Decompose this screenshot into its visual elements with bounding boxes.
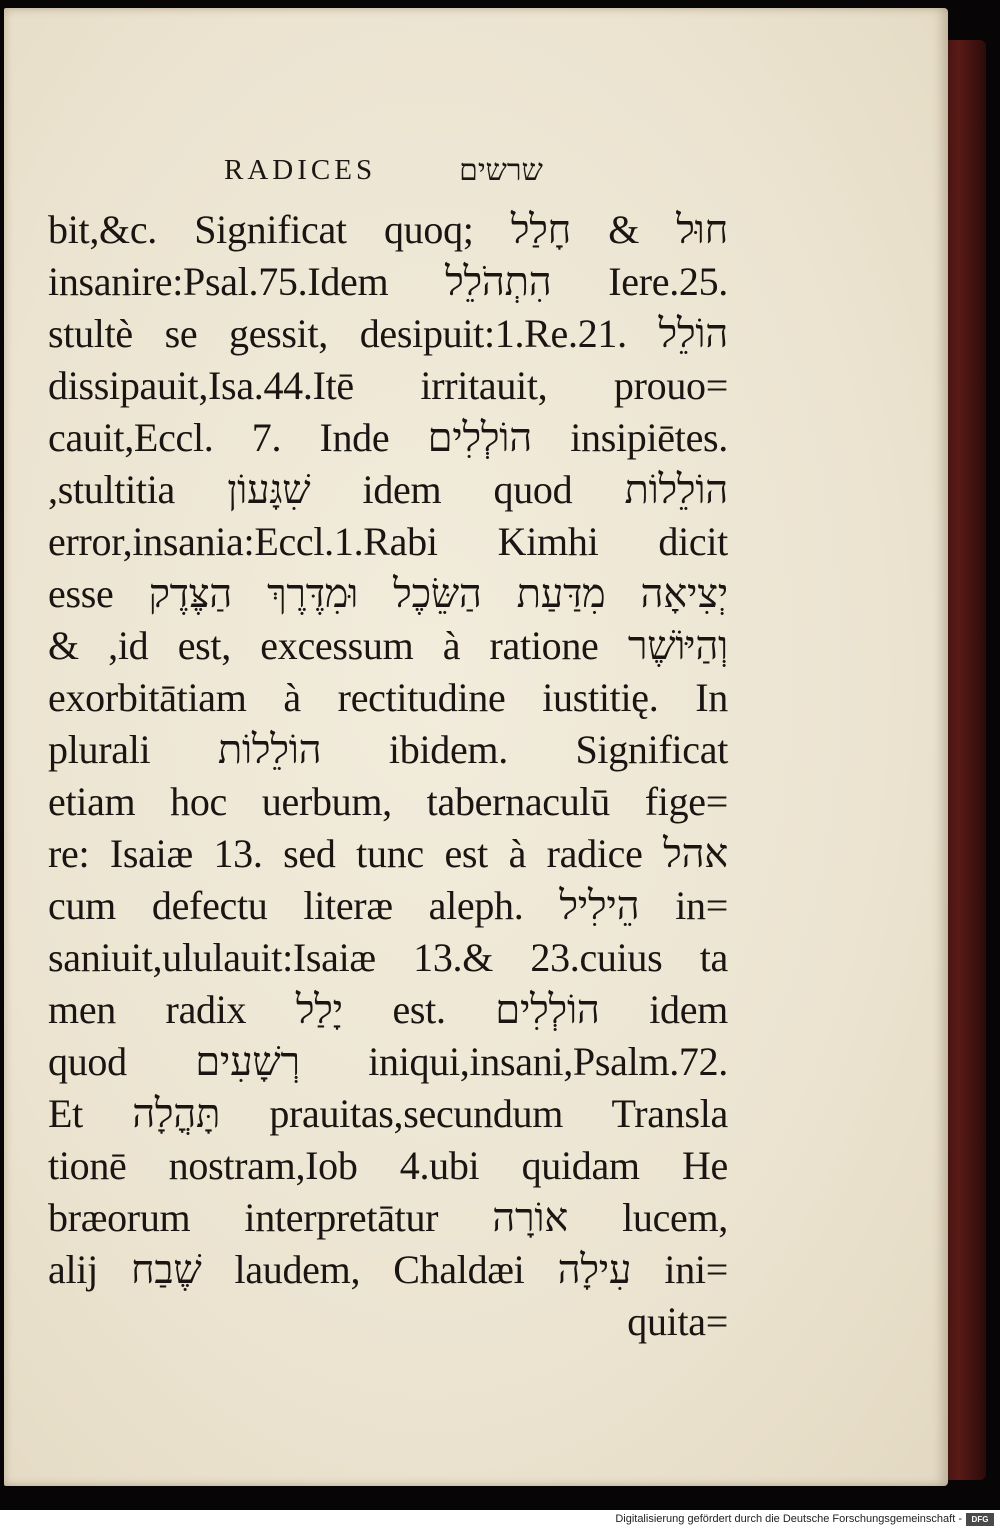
book-page bbox=[4, 8, 948, 1486]
running-head bbox=[4, 150, 948, 200]
text-line: esse יְצִיאָה מִדַּעַת הַשֵּׂכֶל וּמִדֶּרֶךְ הַצֶּדֶק bbox=[48, 571, 728, 616]
digitization-footer bbox=[0, 1510, 1000, 1529]
text-line: bræorum interpretātur אוֹרָה lucem, bbox=[48, 1195, 728, 1240]
text-line: plurali הוֹלֵלוֹת ibidem. Significat bbox=[48, 727, 729, 772]
text-line: bit,&c. Significat quoq; חוּל & חָלַל bbox=[48, 207, 728, 252]
text-line: cauit,Eccl. 7. Inde הוֹלְלִים insipiētes. bbox=[48, 415, 728, 460]
text-line: saniuit,ululauit:Isaiæ 13.& 23.cuius ta bbox=[48, 935, 728, 980]
catchword-line: quita= bbox=[627, 1299, 728, 1344]
text-line: men radix יָלַל est. הוֹלְלִים idem bbox=[48, 987, 728, 1032]
text-line: re: Isaiæ 13. sed tunc est à radice אהל bbox=[48, 831, 728, 876]
text-line: stultè se gessit, desipuit:1.Re.21. הוֹלֵל bbox=[48, 311, 728, 356]
text-line: וְהַיּוֹשֶׁר id est, excessum à ratione, & bbox=[48, 623, 728, 668]
text-line: cum defectu literæ aleph. הֵילִיל in= bbox=[48, 883, 728, 928]
text-line: etiam hoc uerbum, tabernaculū fige= bbox=[48, 779, 728, 824]
text-line: exorbitātiam à rectitudine iustitię. In bbox=[48, 675, 728, 720]
running-head-hebrew: שרשים bbox=[459, 154, 543, 187]
text-line: error,insania:Eccl.1.Rabi Kimhi dicit bbox=[48, 519, 728, 564]
running-head-latin: RADICES bbox=[224, 154, 377, 186]
dfg-logo: DFG bbox=[966, 1513, 994, 1526]
text-line: dissipauit,Isa.44.Itē irritauit, prouo= bbox=[48, 363, 728, 408]
text-line: Et תָּהֳלָה prauitas,secundum Transla bbox=[48, 1091, 728, 1136]
body-text bbox=[48, 204, 728, 1348]
text-line: הוֹלֵלוֹת idem quod שִׁגָּעוֹן stultitia, bbox=[48, 467, 728, 512]
text-line: alij שֶׁבַח laudem, Chaldæi עִילָה ini= bbox=[48, 1247, 728, 1292]
text-line: insanire:Psal.75.Idem הִתְהֹלֵל Iere.25. bbox=[48, 259, 728, 304]
text-line: quod רְשָׁעִים iniqui,insani,Psalm.72. bbox=[48, 1039, 728, 1084]
text-line: tionē nostram,Iob 4.ubi quidam He bbox=[48, 1143, 728, 1188]
footer-credit: Digitalisierung gefördert durch die Deutsche Forschungsgemeinschaft - bbox=[615, 1513, 962, 1525]
